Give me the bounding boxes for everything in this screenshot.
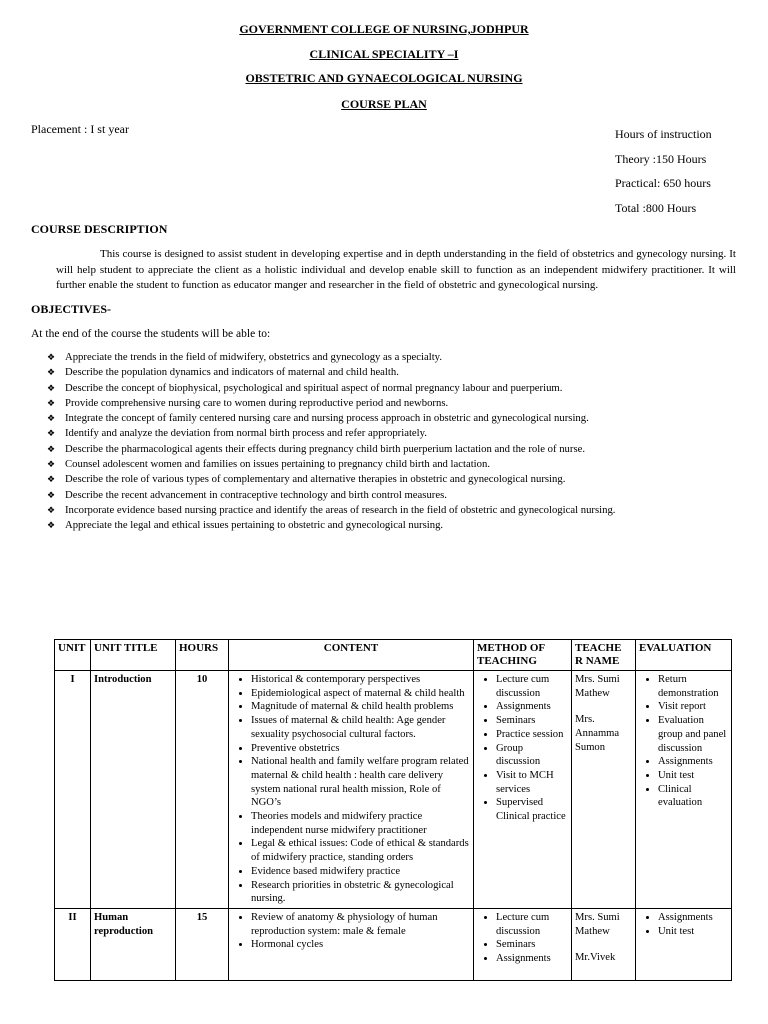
objective-item — [47, 518, 615, 533]
method-item: • Seminars — [496, 714, 568, 728]
diamond-bullet-icon: ❖ — [47, 367, 56, 378]
teacher-cell — [572, 671, 636, 909]
hours-label: Hours of instruction — [615, 127, 712, 141]
objective-text: Appreciate the legal and ethical issues pertaining to obstetric and gynecological nursing. — [65, 519, 444, 532]
hours-cell: 10 — [176, 671, 229, 909]
header-teacher: TEACHE R NAME — [572, 640, 636, 671]
course-plan-table — [54, 639, 732, 981]
college-title: GOVERNMENT COLLEGE OF NURSING,JODHPUR — [239, 22, 529, 36]
objective-text: Identify and analyze the deviation from normal birth process and refer appropriately. — [65, 427, 427, 440]
evaluation-item: • Assignments — [658, 911, 728, 925]
unit-title-cell: Introduction — [91, 671, 176, 909]
evaluation-cell — [636, 671, 732, 909]
objective-item — [47, 503, 615, 518]
content-item: • Epidemiological aspect of maternal & child health — [251, 687, 470, 701]
content-item: • Hormonal cycles — [251, 938, 470, 952]
objective-item — [47, 426, 615, 441]
content-item: • Evidence based midwifery practice — [251, 865, 470, 879]
diamond-bullet-icon: ❖ — [47, 428, 56, 439]
objective-text: Describe the role of various types of complementary and alternative therapies in obstetric and gynecological nursing. — [65, 473, 566, 486]
hours-block — [615, 122, 712, 221]
teacher-name: Mr.Vivek — [575, 952, 616, 964]
objective-text: Incorporate evidence based nursing practice and identify the areas of research in the field of obstetric and gynecological nursing. — [65, 503, 616, 516]
diamond-bullet-icon: ❖ — [47, 397, 56, 408]
header-unit: UNIT — [55, 640, 91, 671]
objective-text: Describe the pharmacological agents their effects during pregnancy child birth puerperium lactation and the role of nurse. — [65, 442, 586, 455]
objective-item — [47, 472, 615, 487]
unit-number-cell: I — [55, 671, 91, 909]
evaluation-item: • Return demonstration — [658, 673, 728, 700]
content-item: • Historical & contemporary perspectives — [251, 673, 470, 687]
content-cell — [229, 908, 474, 980]
objective-item — [47, 396, 615, 411]
method-item: • Visit to MCH services — [496, 769, 568, 796]
speciality-title: CLINICAL SPECIALITY –I — [309, 47, 459, 61]
objective-item — [47, 457, 615, 472]
objectives-list — [47, 350, 615, 534]
placement-text: Placement : I st year — [31, 122, 129, 136]
evaluation-item: • Assignments — [658, 755, 728, 769]
doc-type-title: COURSE PLAN — [341, 97, 427, 111]
evaluation-item: • Clinical evaluation — [658, 783, 728, 810]
content-item: • National health and family welfare program related maternal & child health : health care delivery system national rural health mission, Role of NGO’s — [251, 755, 470, 810]
content-item-list — [232, 673, 470, 906]
diamond-bullet-icon: ❖ — [47, 459, 56, 470]
evaluation-cell — [636, 908, 732, 980]
evaluation-item: • Evaluation group and panel discussion — [658, 714, 728, 755]
evaluation-item: • Visit report — [658, 700, 728, 714]
content-item: • Issues of maternal & child health: Age gender sexuality psychosocial cultural factors. — [251, 714, 470, 741]
objectives-intro: At the end of the course the students will be able to: — [31, 328, 271, 340]
evaluation-item-list — [639, 911, 728, 938]
content-item: • Research priorities in obstetric & gynecological nursing. — [251, 879, 470, 906]
objective-text: Counsel adolescent women and families on issues pertaining to pregnancy child birth and lactation. — [65, 458, 491, 471]
table-row — [55, 671, 732, 909]
hours-practical: Practical: 650 hours — [615, 176, 711, 191]
header-unit-title: UNIT TITLE — [91, 640, 176, 671]
unit-number-cell: II — [55, 908, 91, 980]
objective-item — [47, 350, 615, 365]
objective-item — [47, 381, 615, 396]
diamond-bullet-icon: ❖ — [47, 474, 56, 485]
content-item: • Preventive obstetrics — [251, 742, 470, 756]
table-row — [55, 908, 732, 980]
method-item: • Practice session — [496, 728, 568, 742]
objective-text: Integrate the concept of family centered nursing care and nursing process approach in obstetric and gynecological nursing. — [65, 412, 589, 425]
subject-title: OBSTETRIC AND GYNAECOLOGICAL NURSING — [245, 71, 523, 85]
content-item: • Review of anatomy & physiology of human reproduction system: male & female — [251, 911, 470, 938]
objective-text: Appreciate the trends in the field of midwifery, obstetrics and gynecology as a specialty. — [65, 351, 443, 363]
method-item: • Lecture cum discussion — [496, 673, 568, 700]
method-item: • Group discussion — [496, 742, 568, 769]
evaluation-item: • Unit test — [658, 769, 728, 783]
evaluation-item: • Unit test — [658, 925, 728, 939]
method-item: • Assignments — [496, 952, 568, 966]
objective-text: Describe the concept of biophysical, psychological and spiritual aspect of normal pregnancy labour and puerperium. — [65, 381, 563, 394]
diamond-bullet-icon: ❖ — [47, 504, 56, 515]
objective-text: Describe the population dynamics and indicators of maternal and child health. — [65, 366, 399, 379]
method-item-list — [477, 673, 568, 824]
header-content: CONTENT — [229, 640, 474, 671]
method-item: • Assignments — [496, 700, 568, 714]
method-item: • Seminars — [496, 938, 568, 952]
course-description-text: This course is designed to assist student in developing expertise and in depth understanding in the field of obstetrics and gynecology nursing. It will help student to appreciate the client as a holistic individual and develop enable skill to function as an independent midwifery practitioner. It will further enable the student to function as educator manger and researcher in the field of obstetric and gynecological nursing. — [56, 248, 736, 291]
unit-title-cell: Human reproduction — [91, 908, 176, 980]
diamond-bullet-icon: ❖ — [47, 413, 56, 424]
method-cell — [474, 671, 572, 909]
objective-item — [47, 365, 615, 380]
course-description-heading: COURSE DESCRIPTION — [31, 222, 168, 236]
diamond-bullet-icon: ❖ — [47, 489, 56, 500]
objective-item — [47, 488, 615, 503]
teacher-name: Mrs. Sumi Mathew — [575, 911, 620, 937]
table-body — [55, 671, 732, 981]
content-item: • Theories models and midwifery practice independent nurse midwifery practitioner — [251, 810, 470, 837]
diamond-bullet-icon: ❖ — [47, 352, 56, 362]
content-item: • Magnitude of maternal & child health problems — [251, 700, 470, 714]
header-hours: HOURS — [176, 640, 229, 671]
header-evaluation: EVALUATION — [636, 640, 732, 671]
diamond-bullet-icon: ❖ — [47, 520, 56, 531]
objective-item — [47, 442, 615, 457]
objective-text: Provide comprehensive nursing care to women during reproductive period and newborns. — [65, 396, 449, 409]
method-cell — [474, 908, 572, 980]
teacher-cell — [572, 908, 636, 980]
hours-theory: Theory :150 Hours — [615, 151, 707, 166]
hours-total: Total :800 Hours — [615, 201, 697, 216]
content-item: • Legal & ethical issues: Code of ethical & standards of midwifery practice, standing orders — [251, 837, 470, 864]
method-item-list — [477, 911, 568, 966]
diamond-bullet-icon: ❖ — [47, 382, 56, 393]
method-item: • Lecture cum discussion — [496, 911, 568, 938]
evaluation-item-list — [639, 673, 728, 810]
objective-text: Describe the recent advancement in contraceptive technology and birth control measures. — [65, 488, 447, 501]
method-item: • Supervised Clinical practice — [496, 796, 568, 823]
table-header-row — [55, 640, 732, 671]
hours-cell: 15 — [176, 908, 229, 980]
teacher-name: Mrs. Sumi Mathew — [575, 674, 620, 699]
content-item-list — [232, 911, 470, 952]
diamond-bullet-icon: ❖ — [47, 443, 56, 454]
objectives-heading: OBJECTIVES- — [31, 302, 112, 316]
teacher-name: Mrs. Annamma Sumon — [575, 714, 620, 753]
header-method: METHOD OF TEACHING — [474, 640, 572, 671]
objective-item — [47, 411, 615, 426]
content-cell — [229, 671, 474, 909]
